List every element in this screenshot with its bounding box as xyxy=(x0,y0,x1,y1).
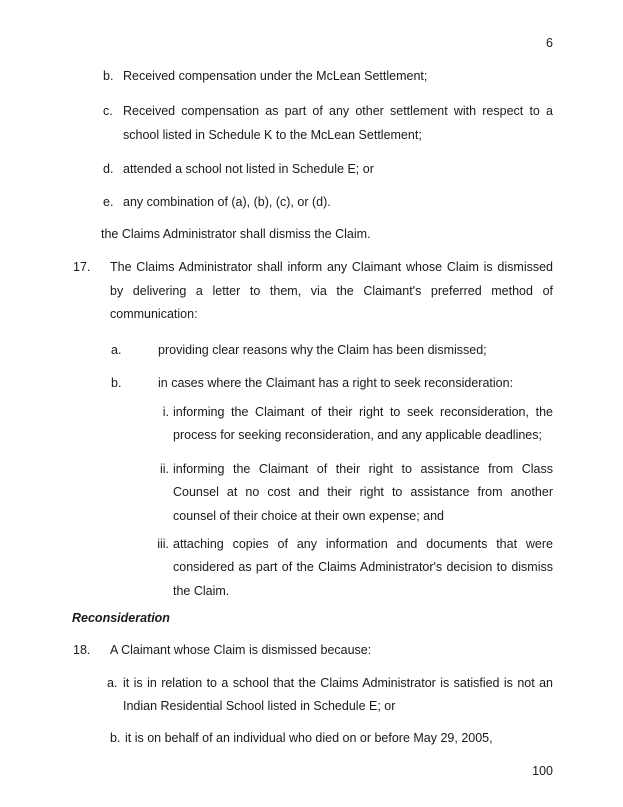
list-marker: a. xyxy=(111,342,122,357)
list-item-d xyxy=(0,158,623,182)
list-item-text: it is on behalf of an individual who died on or before May 29, 2005, xyxy=(125,730,493,745)
list-item-text: attaching copies of any information and documents that were considered as part of the Claims Administrator's decision to dismiss the Claim. xyxy=(173,536,553,598)
list-item-text: attended a school not listed in Schedule E; or xyxy=(123,162,374,176)
list-item-text: Received compensation under the McLean Settlement; xyxy=(123,69,428,83)
section-heading-text: Reconsideration xyxy=(72,610,170,625)
list-item-c xyxy=(0,100,623,147)
section-heading-reconsideration xyxy=(0,607,623,631)
list-marker: ii. xyxy=(159,461,169,476)
list-item-text: in cases where the Claimant has a right to seek reconsideration: xyxy=(158,375,514,390)
paragraph-text: A Claimant whose Claim is dismissed because: xyxy=(110,642,372,657)
list-marker: b. xyxy=(103,69,114,83)
list-item-18b xyxy=(0,727,623,751)
list-item-17b-iii xyxy=(0,533,623,604)
page-number-header: 6 xyxy=(546,36,553,50)
list-item-text: any combination of (a), (b), (c), or (d). xyxy=(123,195,331,209)
list-item-text: it is in relation to a school that the Claims Administrator is satisfied is not an Indian Residential School listed in Schedule E; or xyxy=(123,675,553,713)
list-marker: b. xyxy=(110,730,121,745)
list-marker: c. xyxy=(103,104,113,118)
list-item-text: providing clear reasons why the Claim has been dismissed; xyxy=(158,342,487,357)
list-marker: i. xyxy=(162,404,169,419)
paragraph-number: 17. xyxy=(73,260,91,274)
list-item-18a xyxy=(0,672,623,719)
list-item-b xyxy=(0,65,623,89)
list-marker: a. xyxy=(107,675,118,690)
list-item-text: Received compensation as part of any other settlement with respect to a school listed in Schedule K to the McLean Settlement; xyxy=(123,104,553,142)
list-item-text: informing the Claimant of their right to assistance from Class Counsel at no cost and their right to assistance from another counsel of their choice at their own expense; and xyxy=(173,461,553,523)
list-item-17a xyxy=(0,339,623,363)
list-item-17b xyxy=(0,372,623,396)
closing-line xyxy=(0,223,623,247)
list-marker: d. xyxy=(103,162,114,176)
paragraph-number: 18. xyxy=(73,642,91,657)
paragraph-17 xyxy=(0,256,623,327)
list-marker: e. xyxy=(103,195,114,209)
list-item-e xyxy=(0,191,623,215)
page-number-footer: 100 xyxy=(532,764,553,778)
paragraph-text: The Claims Administrator shall inform any Claimant whose Claim is dismissed by delivering a letter to them, via the Claimant's preferred method of communication: xyxy=(110,260,553,321)
list-item-text: informing the Claimant of their right to seek reconsideration, the process for seeking reconsideration, and any applicable deadlines; xyxy=(173,404,553,442)
paragraph-18 xyxy=(0,639,623,663)
list-item-17b-i xyxy=(0,401,623,448)
closing-line-text: the Claims Administrator shall dismiss the Claim. xyxy=(101,227,371,241)
list-marker: b. xyxy=(111,375,122,390)
list-marker: iii. xyxy=(157,536,169,551)
list-item-17b-ii xyxy=(0,458,623,529)
